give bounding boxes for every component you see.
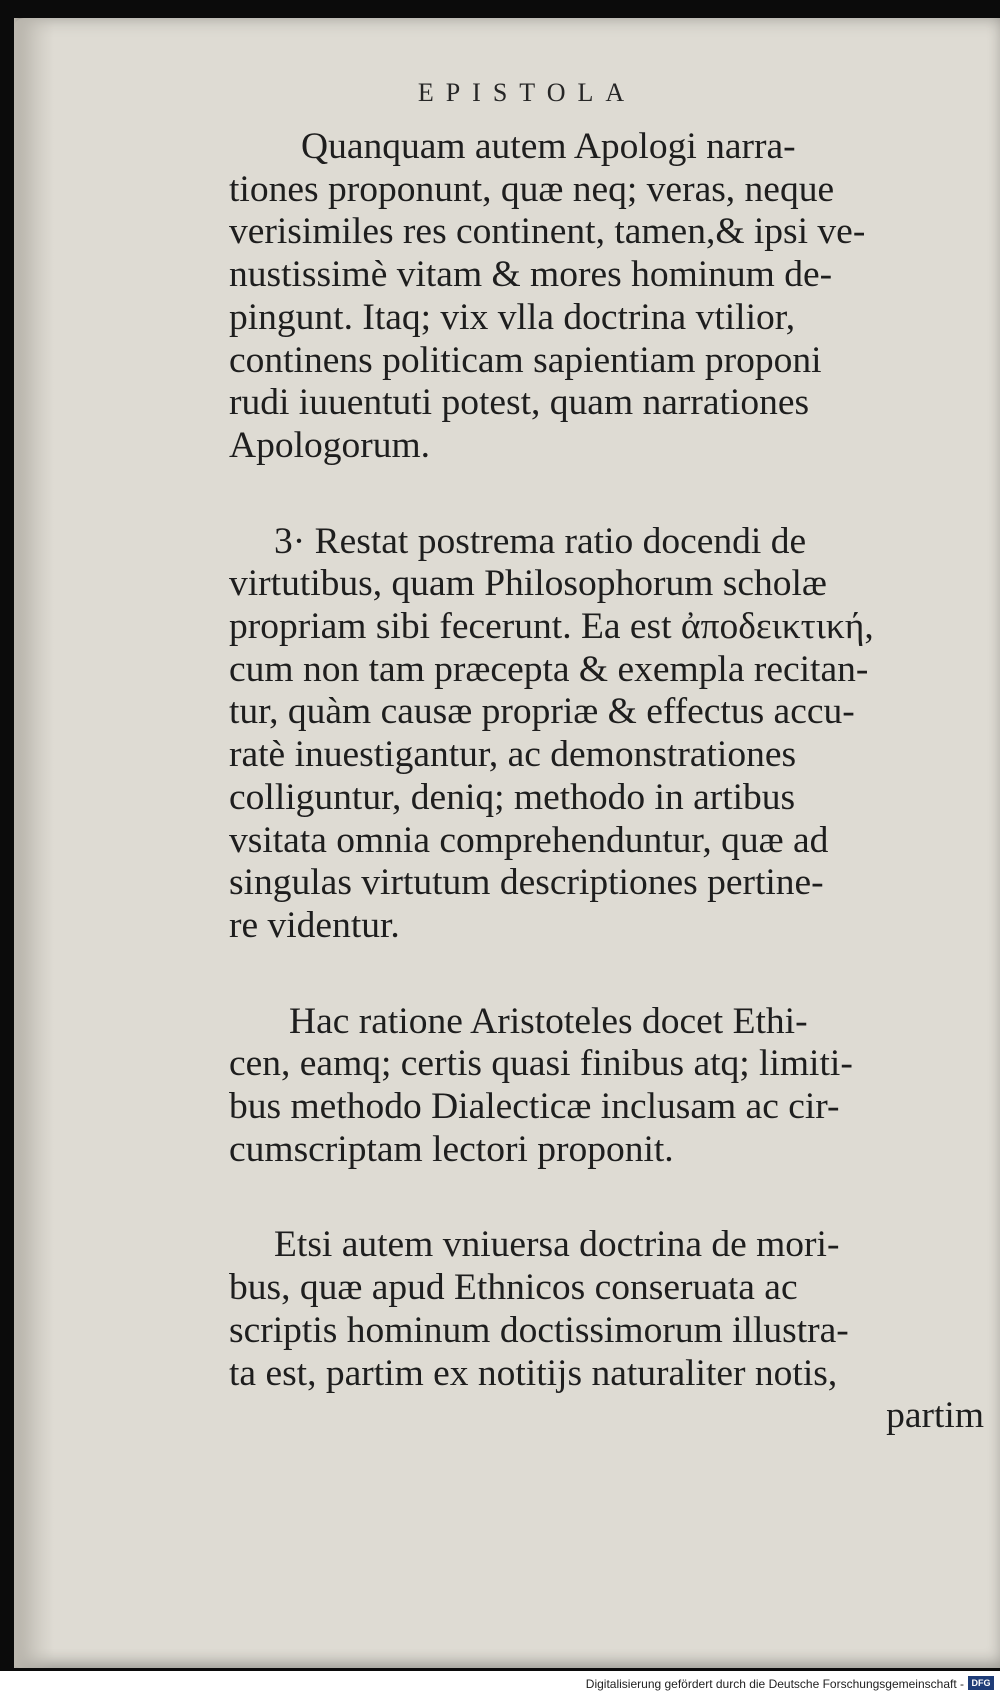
page-body (229, 126, 984, 1438)
text-line: colliguntur, deniq; methodo in artibus (229, 776, 796, 818)
footer-credit: Digitalisierung gefördert durch die Deutsche Forschungsgemeinschaft - (585, 1677, 964, 1691)
dfg-logo-icon: DFG (968, 1676, 994, 1690)
text-line: continens politicam sapientiam proponi (229, 339, 822, 381)
text-line: bus methodo Dialecticæ inclusam ac cir- (229, 1086, 840, 1128)
paragraph-2 (229, 521, 984, 948)
text-line: tur, quàm causæ propriæ & effectus accu- (229, 691, 855, 733)
text-line: 3· Restat postrema ratio docendi de (274, 520, 807, 562)
text-line: scriptis hominum doctissimorum illustra- (229, 1309, 849, 1351)
paragraph-1 (229, 126, 984, 468)
text-line: Quanquam autem Apologi narra- (301, 126, 796, 167)
running-head: EPISTOLA (417, 78, 637, 107)
text-line: propriam sibi fecerunt. Ea est ἀποδεικτική, (229, 606, 874, 648)
paragraph-gap (229, 948, 984, 1001)
paragraph-gap (229, 468, 984, 521)
text-line: verisimiles res continent, tamen,& ipsi ve- (229, 211, 866, 253)
text-line: Apologorum. (229, 424, 431, 466)
book-page (14, 18, 1000, 1668)
text-line: re videntur. (229, 904, 400, 946)
text-line: ta est, partim ex notitijs naturaliter notis, (229, 1352, 838, 1394)
text-line: vsitata omnia comprehenduntur, quæ ad (229, 819, 829, 861)
catchword: partim (886, 1395, 984, 1437)
paragraph-gap (229, 1171, 984, 1224)
text-line: Etsi autem vniuersa doctrina de mori- (274, 1224, 840, 1266)
text-line: cen, eamq; certis quasi finibus atq; limiti- (229, 1043, 853, 1085)
text-line: ratè inuestigantur, ac demonstrationes (229, 734, 797, 776)
text-line: pingunt. Itaq; vix vlla doctrina vtilior, (229, 296, 796, 338)
text-line: tiones proponunt, quæ neq; veras, neque (229, 168, 835, 210)
text-line: nustissimè vitam & mores hominum de- (229, 254, 833, 296)
text-line: cum non tam præcepta & exempla recitan- (229, 648, 869, 690)
text-line: Hac ratione Aristoteles docet Ethi- (289, 1000, 808, 1042)
text-line: bus, quæ apud Ethnicos conseruata ac (229, 1267, 798, 1309)
paragraph-4 (229, 1224, 984, 1395)
text-line: rudi iuuentuti potest, quam narrationes (229, 382, 810, 424)
paragraph-3 (229, 1001, 984, 1172)
text-line: cumscriptam lectori proponit. (229, 1128, 674, 1170)
text-line: singulas virtutum descriptiones pertine- (229, 862, 824, 904)
text-line: virtutibus, quam Philosophorum scholæ (229, 563, 827, 605)
digitization-footer (0, 1671, 1000, 1697)
